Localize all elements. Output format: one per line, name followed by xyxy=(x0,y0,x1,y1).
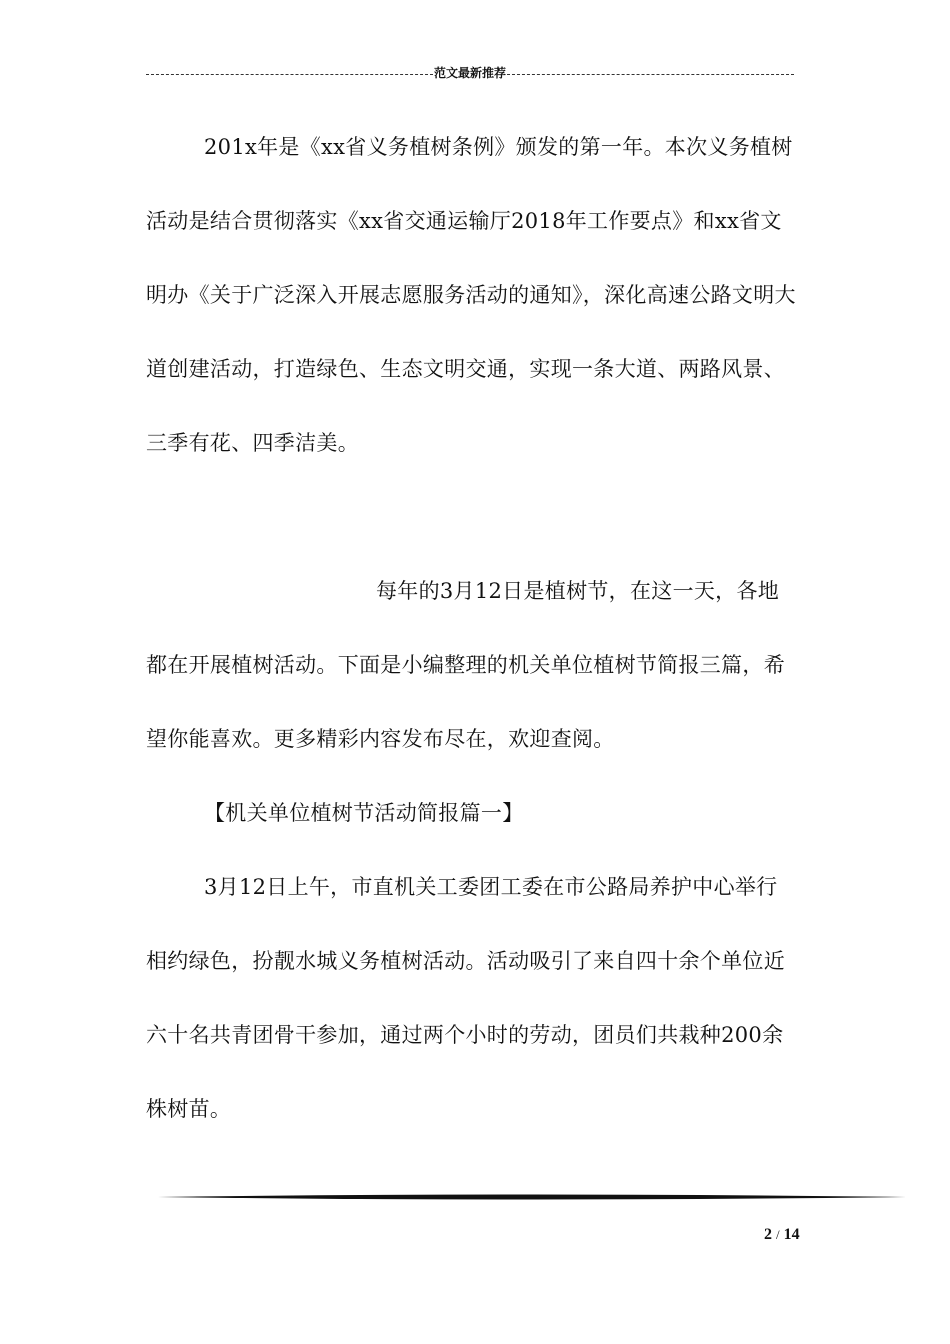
header-dash-left xyxy=(146,74,433,75)
document-body xyxy=(146,110,796,1146)
paragraph-intro: 201x年是《xx省义务植树条例》颁发的第一年。本次义务植树活动是结合贯彻落实《xx省交通运输厅2018年工作要点》和xx省文明办《关于广泛深入开展志愿服务活动的通知》，深化高速公路文明大道创建活动，打造绿色、生态文明交通，实现一条大道、两路风景、三季有花、四季洁美。 xyxy=(146,135,796,455)
paragraph-gap xyxy=(146,480,796,554)
page-number xyxy=(764,1226,800,1244)
header-title: 范文最新推荐 xyxy=(434,66,507,80)
paragraph-report: 3月12日上午，市直机关工委团工委在市公路局养护中心举行相约绿色，扮靓水城义务植树活动。活动吸引了来自四十余个单位近六十名共青团骨干参加，通过两个小时的劳动，团员们共栽种200余株树苗。 xyxy=(146,875,785,1121)
footer-rule xyxy=(158,1193,906,1201)
header-dash-right xyxy=(507,74,794,75)
paragraph-summary: 每年的3月12日是植树节，在这一天，各地都在开展植树活动。下面是小编整理的机关单位植树节简报三篇，希望你能喜欢。更多精彩内容发布尽在，欢迎查阅。 xyxy=(146,579,785,751)
page-header xyxy=(146,66,794,80)
current-page: 2 xyxy=(764,1226,772,1243)
section-heading: 【机关单位植树节活动简报篇一】 xyxy=(204,801,524,825)
total-pages: 14 xyxy=(783,1226,800,1243)
page-separator: / xyxy=(776,1227,780,1242)
